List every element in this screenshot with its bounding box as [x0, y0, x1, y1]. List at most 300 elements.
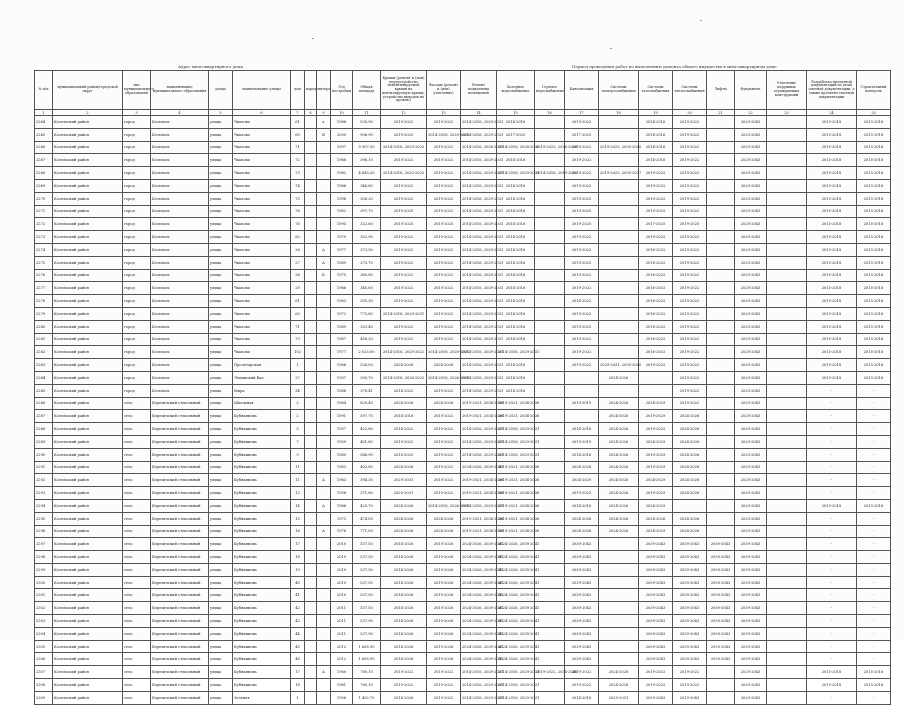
- column-number: 6: [233, 110, 291, 116]
- table-cell: -: [857, 615, 891, 628]
- table-cell: 2019-2021, 2034-2036: [461, 410, 497, 423]
- column-header: Общая площадь: [353, 71, 381, 110]
- table-cell: [707, 307, 735, 320]
- table-cell: Козельский район: [53, 461, 123, 474]
- table-cell: [767, 410, 807, 423]
- table-cell: 2015-2018: [857, 141, 891, 154]
- table-cell: 75: [291, 192, 305, 205]
- table-cell: улица: [209, 627, 233, 640]
- table-cell: 2014-2016, 2019-2022: [535, 167, 565, 180]
- table-cell: 2019-2022: [427, 167, 461, 180]
- table-cell: 2019-2029: [639, 487, 673, 500]
- table-cell: [599, 256, 639, 269]
- table-cell: 2029-2043: [735, 359, 767, 372]
- table-cell: 2015-2018: [857, 282, 891, 295]
- table-row: [35, 333, 891, 346]
- table-cell: село: [123, 653, 151, 666]
- table-cell: 2019-2026: [427, 551, 461, 564]
- table-cell: -: [807, 627, 857, 640]
- table-cell: 2029-2043: [735, 256, 767, 269]
- table-cell: [535, 218, 565, 231]
- table-cell: 102: [291, 346, 305, 359]
- table-cell: -: [807, 474, 857, 487]
- table-cell: 2019-2022: [427, 295, 461, 308]
- table-cell: 1975: [331, 269, 353, 282]
- table-cell: 2024-2026, 2039-2041: [461, 640, 497, 653]
- table-cell: [317, 346, 331, 359]
- table-cell: 2014-2016, 2029-2031: [461, 359, 497, 372]
- table-cell: [767, 154, 807, 167]
- table-cell: [707, 167, 735, 180]
- table-cell: 2019-2022: [673, 231, 707, 244]
- table-cell: село: [123, 512, 151, 525]
- table-cell: 566,90: [353, 448, 381, 461]
- table-cell: 2019-2026: [427, 589, 461, 602]
- table-cell: улица: [209, 512, 233, 525]
- table-cell: село: [123, 410, 151, 423]
- table-cell: 2029-2043: [735, 448, 767, 461]
- table-cell: 2014-2026: [381, 640, 427, 653]
- table-cell: 1995: [331, 218, 353, 231]
- table-cell: 2014-2016: [497, 307, 535, 320]
- table-cell: 2309: [35, 691, 53, 704]
- table-cell: 2286: [35, 397, 53, 410]
- table-cell: 2024-2026: [599, 525, 639, 538]
- table-cell: Козельский район: [53, 192, 123, 205]
- table-cell: 2014-2026: [381, 589, 427, 602]
- table-cell: 458,20: [353, 333, 381, 346]
- table-cell: 2019-2021, 2034-2036: [497, 487, 535, 500]
- table-cell: 2039-2043: [565, 653, 599, 666]
- table-cell: 19: [291, 563, 305, 576]
- table-cell: 2304: [35, 627, 53, 640]
- table-cell: 2015-2018: [807, 231, 857, 244]
- table-row: [35, 346, 891, 359]
- table-cell: село: [123, 423, 151, 436]
- table-cell: улица: [209, 640, 233, 653]
- table-row: [35, 269, 891, 282]
- table-cell: 780,10: [353, 679, 381, 692]
- table-cell: село: [123, 487, 151, 500]
- table-cell: 2015-2018: [807, 256, 857, 269]
- table-cell: [535, 691, 565, 704]
- table-cell: 2039-2043: [707, 563, 735, 576]
- table-cell: улица: [209, 256, 233, 269]
- table-cell: 2019-2022: [381, 320, 427, 333]
- table-cell: 2019-2022: [639, 179, 673, 192]
- table-cell: Березичский стекольный: [151, 563, 209, 576]
- table-cell: 2019-2025, 2035-2040: [599, 141, 639, 154]
- table-cell: 2019-2022: [427, 205, 461, 218]
- table-cell: [767, 691, 807, 704]
- table-cell: [707, 461, 735, 474]
- table-cell: [305, 346, 317, 359]
- table-cell: 2019-2022: [427, 116, 461, 129]
- table-row: [35, 538, 891, 551]
- table-cell: 2275: [35, 256, 53, 269]
- column-header: Системы теплоснабжения: [673, 71, 707, 110]
- column-header: Холодное водоснабжение: [497, 71, 535, 110]
- table-cell: Березичский стекольный: [151, 435, 209, 448]
- table-cell: -: [857, 627, 891, 640]
- table-cell: улица: [209, 551, 233, 564]
- table-cell: 2015-2018: [857, 128, 891, 141]
- table-cell: [535, 640, 565, 653]
- table-cell: 2019-2022: [427, 448, 461, 461]
- table-cell: [535, 423, 565, 436]
- table-cell: Березичский стекольный: [151, 691, 209, 704]
- table-cell: 2024-2026, 2039-2041: [497, 615, 535, 628]
- table-cell: 11: [291, 461, 305, 474]
- table-row: [35, 512, 891, 525]
- table-cell: 2019-2022: [673, 666, 707, 679]
- table-cell: [535, 499, 565, 512]
- table-cell: [767, 371, 807, 384]
- table-cell: 2299: [35, 563, 53, 576]
- table-cell: 2019-2021, 2034-2036: [497, 474, 535, 487]
- table-cell: [707, 359, 735, 372]
- table-cell: 12: [291, 487, 305, 500]
- table-cell: [305, 499, 317, 512]
- table-cell: [535, 128, 565, 141]
- table-cell: Кубякинова: [233, 653, 291, 666]
- table-cell: 332,60: [353, 218, 381, 231]
- table-cell: Козельский район: [53, 384, 123, 397]
- table-cell: 2024-2026, 2039-2041: [461, 589, 497, 602]
- table-cell: 2024-2026: [599, 435, 639, 448]
- table-cell: 73: [291, 167, 305, 180]
- table-cell: 2010: [331, 576, 353, 589]
- table-cell: 17: [291, 666, 305, 679]
- table-cell: 2019-2022: [427, 243, 461, 256]
- table-cell: 2298: [35, 551, 53, 564]
- column-number: 1: [35, 110, 53, 116]
- table-cell: [767, 243, 807, 256]
- table-cell: 2014-2016, 2029-2031: [497, 666, 535, 679]
- table-cell: 2014-2016: [497, 295, 535, 308]
- table-cell: 2016-2022: [639, 269, 673, 282]
- table-cell: 1962: [331, 205, 353, 218]
- table-cell: 2015-2018: [807, 346, 857, 359]
- column-header: Ремонт подвальных помещений: [461, 71, 497, 110]
- table-cell: 2014-2026: [381, 627, 427, 640]
- table-cell: [305, 116, 317, 129]
- table-cell: 2015-2018: [857, 679, 891, 692]
- table-cell: 2019-2022: [381, 243, 427, 256]
- scan-speck: [700, 20, 702, 21]
- table-cell: 72: [291, 154, 305, 167]
- table-cell: село: [123, 602, 151, 615]
- table-cell: Козельский район: [53, 499, 123, 512]
- table-cell: 45: [291, 640, 305, 653]
- table-cell: 378,41: [353, 384, 381, 397]
- table-cell: -: [807, 525, 857, 538]
- table-cell: -: [857, 576, 891, 589]
- table-cell: 2039-2043: [565, 640, 599, 653]
- column-number: 4: [151, 110, 209, 116]
- table-cell: 2024-2026: [381, 359, 427, 372]
- table-cell: [599, 653, 639, 666]
- table-cell: село: [123, 563, 151, 576]
- table-cell: 2019-2022: [565, 269, 599, 282]
- table-cell: 2029-2031: [599, 691, 639, 704]
- table-cell: Кубякинова: [233, 410, 291, 423]
- table-cell: улица: [209, 410, 233, 423]
- table-cell: 2019-2022: [381, 154, 427, 167]
- table-cell: -: [857, 589, 891, 602]
- table-cell: 2014-2016, 2029-2022: [381, 141, 427, 154]
- table-cell: 2019-2026: [427, 602, 461, 615]
- table-cell: [535, 679, 565, 692]
- table-cell: 2014-2016: [497, 205, 535, 218]
- table-cell: 2019-2025: [565, 205, 599, 218]
- table-cell: 2019-2022: [427, 461, 461, 474]
- table-cell: улица: [209, 333, 233, 346]
- table-cell: 2014-2016: [639, 141, 673, 154]
- table-cell: 2024-2029: [639, 474, 673, 487]
- table-cell: 2015-2018: [857, 231, 891, 244]
- table-cell: 1966: [331, 499, 353, 512]
- table-cell: [535, 474, 565, 487]
- table-cell: улица: [209, 397, 233, 410]
- caption-period: Период проведения работ по выполнению ремонта общего имущества в многоквартирном доме: [572, 64, 777, 69]
- table-cell: 11: [291, 474, 305, 487]
- table-cell: [535, 179, 565, 192]
- table-cell: Козельский район: [53, 410, 123, 423]
- table-cell: -: [857, 397, 891, 410]
- table-cell: 2014-2016, 2026-2022: [381, 371, 427, 384]
- table-cell: 2014-2016: [639, 154, 673, 167]
- table-row: [35, 128, 891, 141]
- table-cell: улица: [209, 423, 233, 436]
- table-cell: -: [807, 589, 857, 602]
- table-cell: 2019-2022: [565, 666, 599, 679]
- table-cell: 2015-2018: [857, 243, 891, 256]
- table-cell: Козельский район: [53, 154, 123, 167]
- table-cell: 2014-2016, 2029-2031: [461, 307, 497, 320]
- table-cell: улица: [209, 269, 233, 282]
- table-cell: 2029-2031, 2035-2040: [599, 359, 639, 372]
- table-cell: [767, 525, 807, 538]
- table-cell: [317, 179, 331, 192]
- table-cell: 2039-2043: [673, 589, 707, 602]
- table-cell: 2015-2018: [807, 295, 857, 308]
- table-cell: 2016-2022: [639, 346, 673, 359]
- table-cell: 2014-2016, 2029-2031: [497, 691, 535, 704]
- table-cell: 2014-2016, 2029-2031: [461, 256, 497, 269]
- table-cell: 2024-2026: [673, 448, 707, 461]
- table-cell: 16: [291, 525, 305, 538]
- table-cell: 2015-2018: [807, 679, 857, 692]
- table-cell: 2019-2026: [427, 576, 461, 589]
- table-cell: 2024-2026, 2039-2041: [461, 538, 497, 551]
- table-cell: 43: [291, 615, 305, 628]
- table-cell: [305, 141, 317, 154]
- table-cell: [305, 474, 317, 487]
- table-cell: [599, 243, 639, 256]
- table-cell: 2015-2018: [857, 154, 891, 167]
- table-cell: 2014-2026: [381, 551, 427, 564]
- table-cell: [707, 243, 735, 256]
- table-cell: 2296: [35, 525, 53, 538]
- table-cell: 1977: [331, 243, 353, 256]
- table-cell: [707, 512, 735, 525]
- table-cell: 2039-2043: [735, 627, 767, 640]
- table-cell: 26: [291, 243, 305, 256]
- table-cell: город: [123, 384, 151, 397]
- table-cell: 346,80: [353, 179, 381, 192]
- table-cell: 2024-2026: [599, 397, 639, 410]
- column-header: Лифты: [707, 71, 735, 110]
- table-cell: Березичский стекольный: [151, 474, 209, 487]
- table-cell: -: [807, 563, 857, 576]
- table-cell: Березичский стекольный: [151, 679, 209, 692]
- table-cell: -: [807, 423, 857, 436]
- table-cell: 2039-2043: [673, 551, 707, 564]
- table-cell: 2019-2022, 2026-2028: [535, 141, 565, 154]
- table-cell: 18: [291, 679, 305, 692]
- table-cell: улица: [209, 487, 233, 500]
- table-cell: [767, 116, 807, 129]
- table-cell: 2294: [35, 499, 53, 512]
- table-cell: 526,00: [353, 359, 381, 372]
- table-cell: Козельский район: [53, 679, 123, 692]
- table-cell: 2014-2026: [381, 615, 427, 628]
- table-cell: 2011: [331, 615, 353, 628]
- table-cell: [535, 538, 565, 551]
- table-cell: Чкалова: [233, 167, 291, 180]
- column-number: 13: [427, 110, 461, 116]
- table-cell: 2014-2016: [497, 218, 535, 231]
- table-cell: -: [807, 512, 857, 525]
- table-cell: 2039-2043: [735, 538, 767, 551]
- table-cell: 2029-2043: [735, 333, 767, 346]
- table-cell: 73: [291, 333, 305, 346]
- table-cell: 61: [291, 116, 305, 129]
- table-cell: 2039-2043: [639, 551, 673, 564]
- table-cell: 2014-2016, 2029-2031: [461, 269, 497, 282]
- table-cell: 537,90: [353, 627, 381, 640]
- table-cell: [673, 499, 707, 512]
- table-cell: 2039-2043: [673, 640, 707, 653]
- table-cell: 2300: [35, 576, 53, 589]
- table-cell: 2292: [35, 474, 53, 487]
- table-cell: Козельск: [151, 384, 209, 397]
- table-cell: [317, 320, 331, 333]
- table-cell: 2264: [35, 116, 53, 129]
- table-cell: Козельский район: [53, 653, 123, 666]
- table-cell: улица: [209, 179, 233, 192]
- table-cell: [535, 269, 565, 282]
- column-number: 14: [461, 110, 497, 116]
- table-cell: 425,70: [353, 499, 381, 512]
- table-cell: [535, 410, 565, 423]
- table-cell: Козельский район: [53, 371, 123, 384]
- table-cell: город: [123, 333, 151, 346]
- table-cell: Кубякинова: [233, 576, 291, 589]
- table-cell: Березичский стекольный: [151, 666, 209, 679]
- table-cell: село: [123, 640, 151, 653]
- table-cell: [767, 295, 807, 308]
- table-cell: [599, 333, 639, 346]
- table-cell: 76: [291, 205, 305, 218]
- table-cell: [767, 512, 807, 525]
- table-cell: [767, 205, 807, 218]
- table-cell: Козельский район: [53, 282, 123, 295]
- table-cell: улица: [209, 435, 233, 448]
- table-cell: 2270: [35, 192, 53, 205]
- table-cell: 2039-2043: [707, 627, 735, 640]
- table-cell: Березичский стекольный: [151, 397, 209, 410]
- table-cell: улица: [209, 602, 233, 615]
- table-cell: 2039-2043: [565, 602, 599, 615]
- table-cell: 537,50: [353, 538, 381, 551]
- table-cell: 1 665,90: [353, 640, 381, 653]
- table-cell: 34: [291, 384, 305, 397]
- table-cell: 2015-2018: [857, 666, 891, 679]
- table-cell: Козельский район: [53, 576, 123, 589]
- table-cell: 1963: [331, 474, 353, 487]
- table-cell: 2015-2018: [807, 666, 857, 679]
- table-cell: 2019-2022: [427, 307, 461, 320]
- table-cell: 2000: [331, 128, 353, 141]
- table-cell: 2024-2028: [599, 666, 639, 679]
- table-cell: [317, 231, 331, 244]
- table-cell: 2019-2022: [565, 282, 599, 295]
- table-cell: 1966: [331, 359, 353, 372]
- table-cell: [317, 218, 331, 231]
- column-number: 8: [305, 110, 317, 116]
- scan-speck: [610, 48, 612, 49]
- table-cell: [707, 295, 735, 308]
- table-cell: 2019-2022: [381, 179, 427, 192]
- table-cell: 2014-2016: [497, 333, 535, 346]
- table-cell: 2014-2016, 2029-2031: [461, 205, 497, 218]
- table-cell: 76: [291, 218, 305, 231]
- table-cell: [767, 359, 807, 372]
- table-cell: 2016-2022: [639, 320, 673, 333]
- table-cell: 2029-2043: [735, 282, 767, 295]
- table-cell: Ленинский Вал: [233, 371, 291, 384]
- table-cell: 2014-2026: [381, 576, 427, 589]
- table-cell: 1957: [331, 423, 353, 436]
- table-cell: Б: [317, 269, 331, 282]
- table-cell: улица: [209, 384, 233, 397]
- table-cell: [767, 192, 807, 205]
- column-header: Разработка проектной документации по (или) сметной документации, а также проектно-сметной документации: [807, 71, 857, 110]
- table-cell: [305, 461, 317, 474]
- table-cell: 2019-2022: [427, 679, 461, 692]
- table-cell: 2017-2025: [497, 128, 535, 141]
- table-cell: 14: [291, 499, 305, 512]
- table-cell: 2305: [35, 640, 53, 653]
- table-cell: [767, 128, 807, 141]
- table-cell: [599, 563, 639, 576]
- table-cell: улица: [209, 499, 233, 512]
- table-cell: 2039-2043: [673, 615, 707, 628]
- table-cell: Козельский район: [53, 218, 123, 231]
- table-cell: 2019-2021, 2034-2036: [497, 512, 535, 525]
- table-cell: 65: [291, 307, 305, 320]
- table-cell: 2019-2022: [381, 282, 427, 295]
- table-cell: 2019-2022: [565, 333, 599, 346]
- table-cell: 2290: [35, 448, 53, 461]
- table-cell: 2024-2026, 2039-2041: [461, 563, 497, 576]
- table-cell: улица: [209, 154, 233, 167]
- table-row: [35, 679, 891, 692]
- table-cell: 2019-2022: [673, 346, 707, 359]
- table-cell: 2019-2022: [565, 116, 599, 129]
